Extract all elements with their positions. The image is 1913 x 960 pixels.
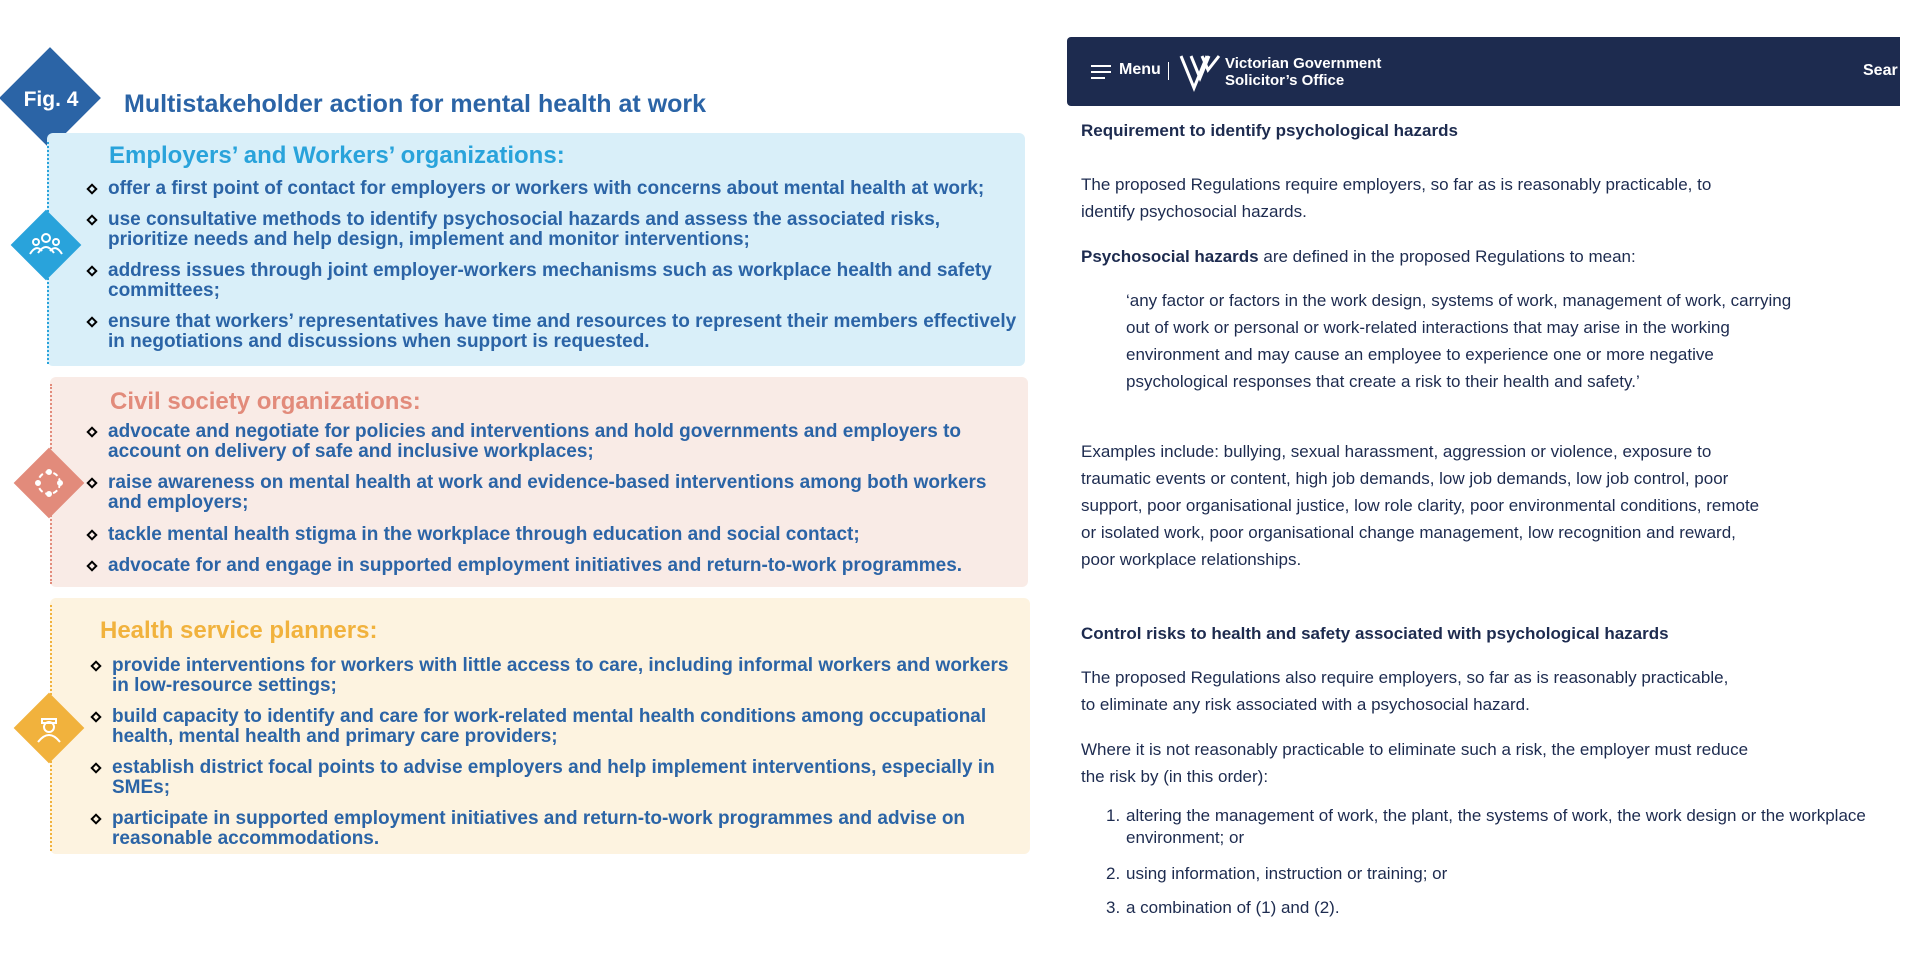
diamond-bullet-icon — [86, 529, 97, 540]
hamburger-menu-icon[interactable] — [1090, 63, 1112, 81]
list-item: provide interventions for workers with little access to care, including informal workers and workers in low-resource settings; — [92, 656, 1020, 696]
paragraph: Where it is not reasonably practicable to eliminate such a risk, the employer must reduce the risk by (in this order): — [1081, 740, 1749, 786]
list-item: address issues through joint employer-workers mechanisms such as workplace health and safety committees; — [88, 261, 1018, 301]
list-item: offer a first point of contact for employers or workers with concerns about mental health at work; — [88, 179, 1018, 199]
diamond-bullet-icon — [86, 316, 97, 327]
civil-title: Civil society organizations: — [110, 388, 421, 415]
circle-network-icon — [29, 463, 69, 503]
list-item: use consultative methods to identify psychosocial hazards and assess the associated risks, prioritize needs and help design, implement and monitor interventions; — [88, 210, 1018, 250]
paragraph: The proposed Regulations require employers, so far as is reasonably practicable, to identify psychosocial hazards. — [1081, 175, 1712, 221]
list-item: ensure that workers’ representatives have time and resources to represent their members effectively in negotiations and discussions when support is requested. — [88, 312, 1018, 352]
diamond-bullet-icon — [90, 762, 101, 773]
diamond-bullet-icon — [86, 265, 97, 276]
list-item: advocate for and engage in supported employment initiatives and return-to-work programmes. — [88, 556, 1018, 576]
list-item: altering the management of work, the plant, the systems of work, the work design or the workplace environment; or — [1126, 806, 1866, 847]
diamond-bullet-icon — [90, 813, 101, 824]
health-worker-icon — [29, 708, 69, 748]
diamond-bullet-icon — [86, 560, 97, 571]
org-name[interactable]: Victorian Government Solicitor’s Office — [1225, 55, 1382, 89]
list-number: 2. — [1106, 864, 1121, 883]
list-item: participate in supported employment initiatives and return-to-work programmes and advise on reasonable accommodations. — [92, 809, 1020, 849]
employers-title: Employers’ and Workers’ organizations: — [109, 142, 565, 169]
section-heading: Control risks to health and safety associated with psychological hazards — [1081, 624, 1669, 643]
list-item: build capacity to identify and care for work-related mental health conditions among occupational health, mental health and primary care providers; — [92, 707, 1020, 747]
victoria-logo-icon[interactable] — [1178, 52, 1222, 92]
header-separator — [1168, 62, 1169, 80]
diamond-bullet-icon — [90, 711, 101, 722]
diamond-bullet-icon — [86, 477, 97, 488]
health-title: Health service planners: — [100, 617, 378, 644]
list-item: raise awareness on mental health at work and evidence-based interventions among both workers and employers; — [88, 473, 1018, 513]
list-item: a combination of (1) and (2). — [1126, 898, 1340, 917]
fig-label: Fig. 4 — [23, 88, 79, 111]
section-heading: Requirement to identify psychological hazards — [1081, 121, 1458, 140]
list-number: 1. — [1106, 806, 1121, 825]
figure-title: Multistakeholder action for mental health at work — [124, 90, 707, 118]
list-item: establish district focal points to advise employers and help implement interventions, especially in SMEs; — [92, 758, 1020, 798]
list-number: 3. — [1106, 898, 1121, 917]
quote-block: ‘any factor or factors in the work design, systems of work, management of work, carrying out of work or personal or work-related interactions that may arise in the working environment and may cause an employee to experience one or more negative psychological responses that create a risk to their health and safety.’ — [1126, 291, 1792, 391]
menu-button[interactable]: Menu — [1119, 61, 1161, 78]
paragraph: Psychosocial hazards are defined in the proposed Regulations to mean: — [1081, 247, 1636, 266]
list-item: tackle mental health stigma in the workplace through education and social contact; — [88, 525, 1018, 545]
paragraph: Examples include: bullying, sexual harassment, aggression or violence, exposure to traumatic events or content, high job demands, low job demands, low job control, poor support, poor organisational justice, low role clarity, poor environmental conditions, remote or isolated work, poor organisational change management, low recognition and reward, poor workplace relationships. — [1081, 442, 1760, 569]
diamond-bullet-icon — [86, 426, 97, 437]
list-item: advocate and negotiate for policies and interventions and hold governments and employers to account on delivery of safe and inclusive workplaces; — [88, 422, 1018, 462]
diamond-bullet-icon — [86, 183, 97, 194]
paragraph: The proposed Regulations also require employers, so far as is reasonably practicable, to eliminate any risk associated with a psychosocial hazard. — [1081, 668, 1729, 714]
search-link[interactable]: Sear — [1863, 62, 1898, 79]
diamond-bullet-icon — [86, 214, 97, 225]
list-item: using information, instruction or training; or — [1126, 864, 1448, 883]
diamond-bullet-icon — [90, 660, 101, 671]
people-group-icon — [26, 225, 66, 265]
